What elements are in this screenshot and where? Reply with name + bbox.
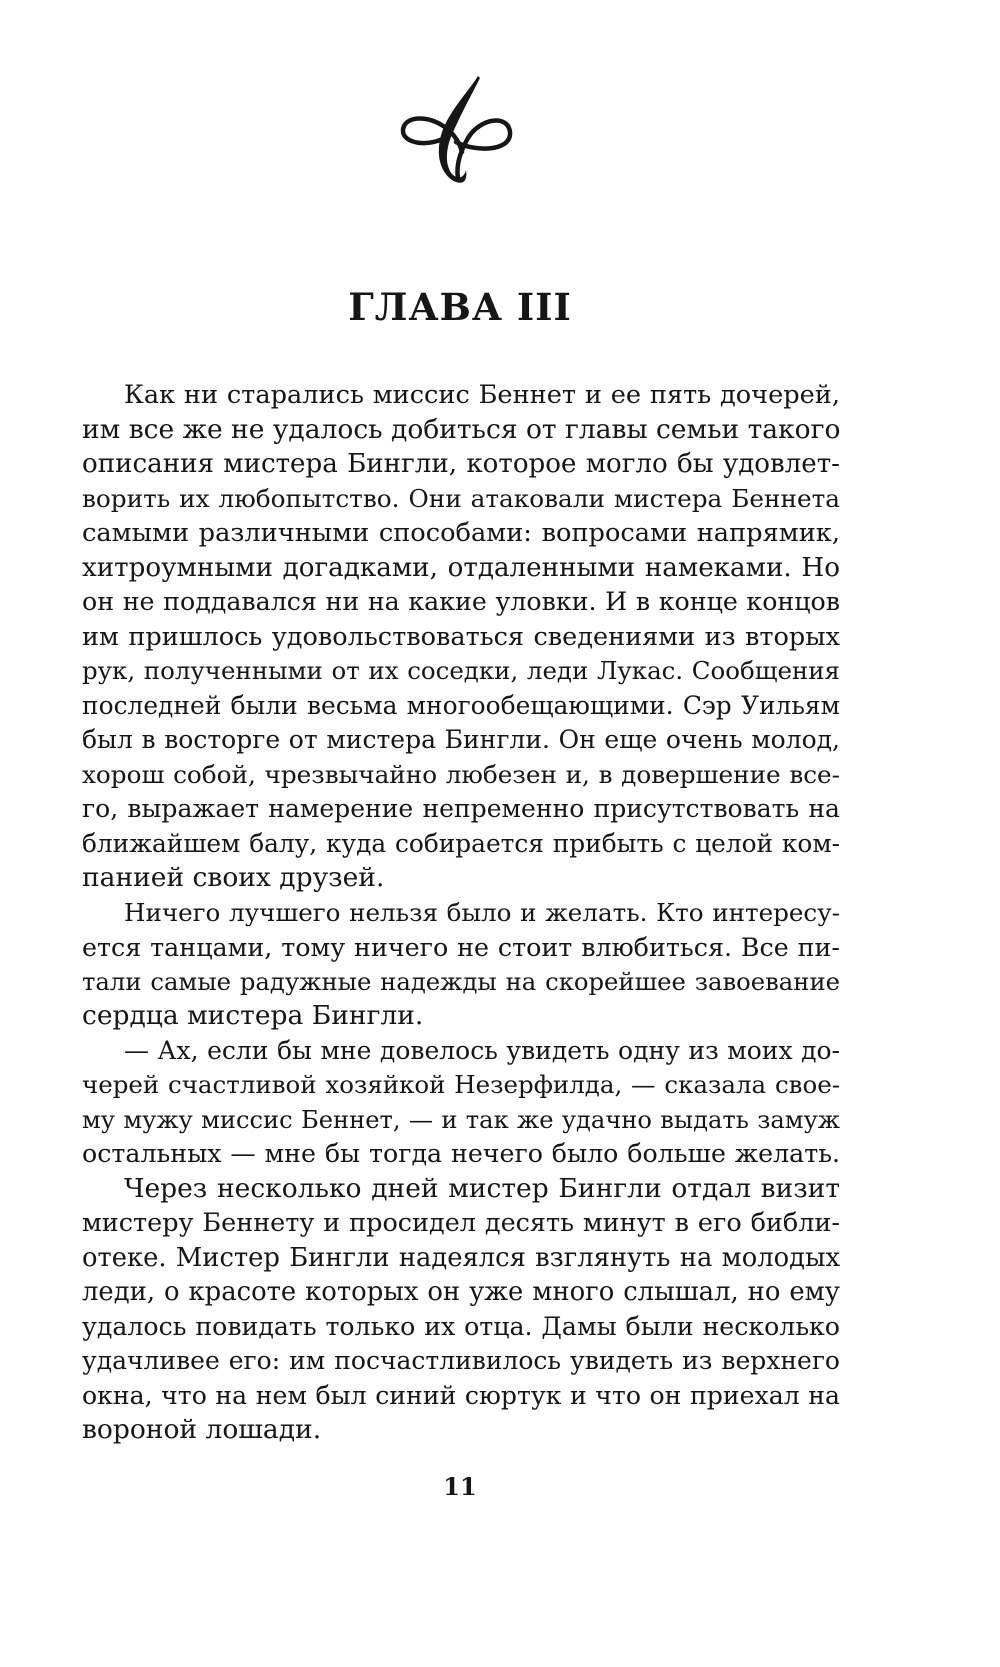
text-line: рук, полученными от их соседки, леди Лукас. Сообщения (82, 656, 840, 685)
text-line: ворить их любопытство. Они атаковали мистера Беннета (82, 483, 840, 513)
text-line: хитроумными догадками, отдаленными намеками. Но (82, 552, 840, 583)
calligraphic-flourish-icon (396, 70, 526, 195)
text-line: вороной лошади. (82, 1414, 322, 1445)
paragraph (82, 378, 840, 896)
text-line: он не поддавался ни на какие уловки. И в конце концов (82, 587, 840, 616)
text-line: хорош собой, чрезвычайно любезен и, в довершение все- (82, 759, 840, 789)
text-line: — Ах, если бы мне довелось увидеть одну из моих до- (124, 1035, 840, 1065)
text-line: остальных — мне бы тогда нечего было больше желать. (82, 1139, 840, 1168)
text-line: ближайшем балу, куда собирается прибыть с целой ком- (82, 828, 840, 858)
text-line: Через несколько дней мистер Бингли отдал визит (124, 1172, 840, 1204)
paragraph (82, 1034, 840, 1172)
text-line: Ничего лучшего нельзя было и желать. Кто интересу- (124, 897, 840, 927)
text-line: леди, о красоте которых он уже много слышал, но ему (82, 1277, 840, 1307)
page-number: 11 (443, 1472, 477, 1501)
text-line: удалось повидать только их отца. Дамы были несколько (82, 1311, 840, 1341)
text-line: ется танцами, тому ничего не стоит влюбиться. Все пи- (82, 932, 840, 962)
text-line: им пришлось удовольствоваться сведениями из вторых (82, 621, 840, 652)
text-line: им все же не удалось добиться от главы семьи такого (82, 413, 841, 445)
text-line: му мужу миссис Беннет, — и так же удачно выдать замуж (82, 1105, 840, 1134)
text-line: последней были весьма многообещающими. Сэр Уильям (82, 690, 840, 720)
chapter-title: ГЛАВА III (348, 285, 572, 329)
chapter-body (82, 378, 840, 1448)
text-line: описания мистера Бингли, которое могло бы удовлет- (82, 449, 840, 479)
text-line: самыми различными способами: вопросами напрямик, (82, 518, 840, 548)
text-line: удачливее его: им посчастливилось увидеть из верхнего (82, 1346, 840, 1375)
text-line: мистеру Беннету и просидел десять минут в его библи- (82, 1208, 840, 1238)
paragraph (82, 1172, 840, 1448)
text-line: сердца мистера Бингли. (82, 1000, 424, 1031)
paragraph (82, 896, 840, 1034)
text-line: черей счастливой хозяйкой Незерфилда, — сказала свое- (82, 1070, 840, 1099)
text-line: окна, что на нем был синий сюртук и что он приехал на (82, 1380, 840, 1410)
text-line: Как ни старались миссис Беннет и ее пять дочерей, (124, 380, 840, 410)
text-line: тали самые радужные надежды на скорейшее завоевание (82, 966, 840, 996)
text-line: го, выражает намерение непременно присутствовать на (82, 794, 840, 823)
text-line: панией своих друзей. (82, 862, 385, 893)
text-line: отеке. Мистер Бингли надеялся взглянуть на молодых (82, 1242, 840, 1273)
text-line: был в восторге от мистера Бингли. Он еще очень молод, (82, 725, 840, 754)
